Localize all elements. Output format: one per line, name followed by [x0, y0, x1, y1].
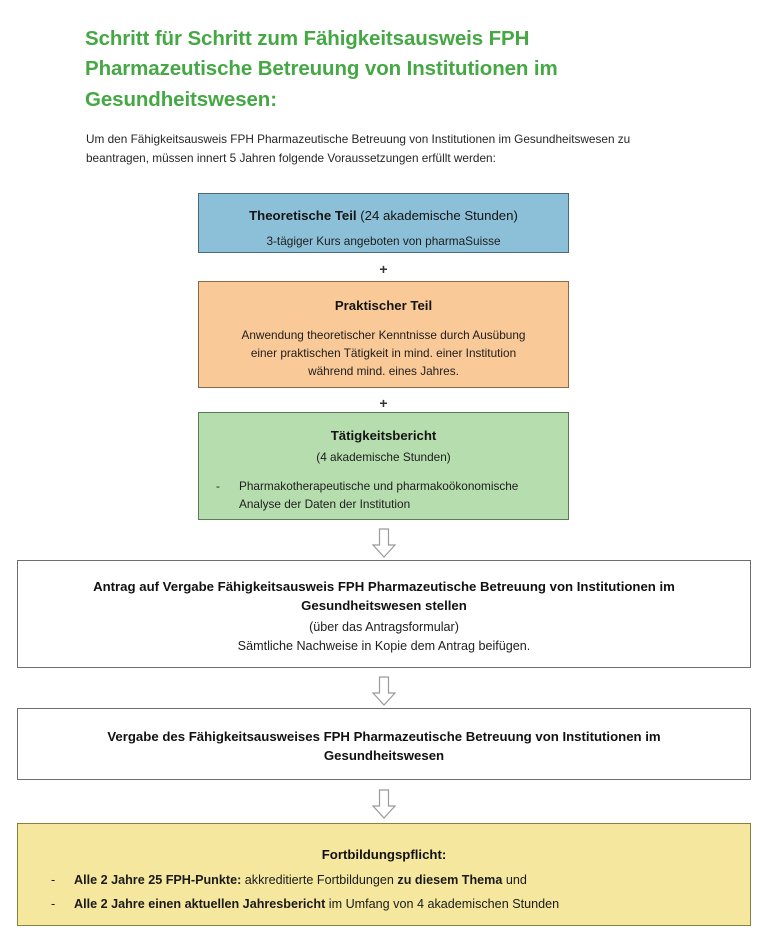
cme-bullet-2: [18, 895, 750, 914]
theory-title-bold: Theoretische Teil: [249, 208, 357, 223]
practice-body-line-3: während mind. eines Jahres.: [308, 363, 459, 378]
step-box-application: [17, 560, 751, 668]
report-bullet-line-1: Pharmakotherapeutische und pharmakoökonomische: [239, 478, 519, 493]
step-box-cme: [17, 823, 751, 926]
cme-bullet-1-mid: akkreditierte Fortbildungen: [241, 873, 398, 888]
report-bullet-line-2: Analyse der Daten der Institution: [239, 496, 411, 511]
application-strong: [18, 577, 750, 615]
report-bullet-mark: -: [216, 478, 220, 493]
award-strong: [18, 727, 750, 765]
application-strong-line-1: Antrag auf Vergabe Fähigkeitsausweis FPH Pharmazeutische Betreuung von Institutionen im: [93, 579, 675, 594]
application-regular-line-1: (über das Antragsformular): [309, 620, 459, 635]
cme-bullet-2-bold: Alle 2 Jahre einen aktuellen Jahresbericht: [74, 897, 326, 912]
cme-bullet-2-mark: -: [51, 897, 56, 912]
cme-bullet-2-text: [74, 895, 720, 914]
down-block-arrow-icon-3: [372, 789, 396, 819]
cme-bullet-1: [18, 871, 750, 890]
award-strong-line-1: Vergabe des Fähigkeitsausweises FPH Pharmazeutische Betreuung von Institutionen im: [107, 729, 661, 744]
down-block-arrow-icon-2: [372, 676, 396, 706]
cme-bullet-1-end: und: [502, 873, 527, 888]
award-strong-line-2: Gesundheitswesen: [323, 748, 445, 764]
report-bullet-text: [239, 478, 554, 514]
report-bullet: [199, 478, 568, 514]
cme-bullet-1-bold2: zu diesem Thema: [397, 873, 503, 888]
step-box-theory: [198, 193, 569, 253]
practice-body-line-2: einer praktischen Tätigkeit in mind. einer Institution: [250, 345, 517, 360]
step-box-award: [17, 708, 751, 780]
down-block-arrow-icon-1: [372, 528, 396, 558]
intro-paragraph: Um den Fähigkeitsausweis FPH Pharmazeutische Betreuung von Institutionen im Gesundheitswesen zu beantragen, müssen innert 5 Jahren folgende Voraussetzungen erfüllt werden:: [86, 132, 631, 166]
cme-bullet-1-text: [74, 871, 720, 890]
theory-subtitle: 3-tägiger Kurs angeboten von pharmaSuisse: [266, 233, 501, 248]
step-box-report: [198, 412, 569, 520]
cme-bullet-2-rest: im Umfang von 4 akademischen Stunden: [325, 897, 560, 912]
application-strong-line-2: Gesundheitswesen stellen: [301, 598, 467, 614]
plus-connector-1: +: [379, 261, 388, 277]
cme-bullet-1-bold: Alle 2 Jahre 25 FPH-Punkte:: [74, 873, 242, 888]
report-title: Tätigkeitsbericht: [330, 428, 437, 443]
practice-title: Praktischer Teil: [334, 298, 433, 313]
theory-title: [199, 207, 568, 226]
plus-connector-2: +: [379, 395, 388, 411]
theory-title-regular: (24 akademische Stunden): [356, 208, 518, 223]
application-regular-line-2: Sämtliche Nachweise in Kopie dem Antrag beifügen.: [237, 638, 531, 653]
cme-bullet-1-mark: -: [51, 873, 56, 888]
application-regular: [18, 618, 750, 655]
practice-body: [199, 327, 568, 381]
cme-title: Fortbildungspflicht:: [321, 847, 447, 862]
step-box-practice: [198, 281, 569, 388]
page-title: Schritt für Schritt zum Fähigkeitsausweis FPH Pharmazeutische Betreuung von Institutionen im Gesundheitswesen:: [85, 27, 558, 111]
practice-body-line-1: Anwendung theoretischer Kenntnisse durch Ausübung: [241, 327, 526, 342]
report-subtitle: (4 akademische Stunden): [316, 449, 451, 464]
